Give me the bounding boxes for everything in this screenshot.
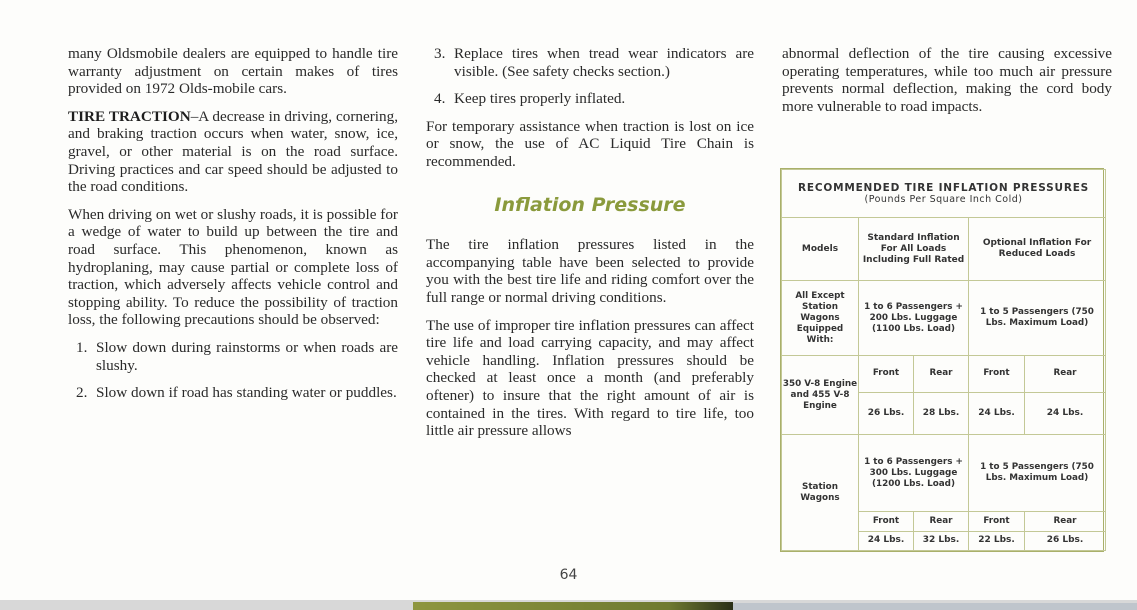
label-front: Front — [969, 356, 1025, 392]
label-rear: Rear — [1025, 356, 1106, 392]
label-front: Front — [859, 356, 914, 392]
paragraph-deflection: abnormal deflection of the tire causing excessive operating temperatures, while too much air pressure prevents normal deflection, making the cord body more vulnerable to road impacts. — [782, 45, 1112, 115]
paragraph-liquid-tire-chain: For temporary assistance when traction is lost on ice or snow, the use of AC Liquid Tire Chain is recommended. — [426, 117, 754, 170]
page-edge-accent — [413, 602, 733, 610]
value-opt-front: 24 Lbs. — [969, 392, 1025, 435]
label-rear: Rear — [1025, 512, 1106, 531]
list-text: Slow down if road has standing water or puddles. — [96, 384, 397, 402]
label-rear: Rear — [914, 512, 969, 531]
value-std-rear: 32 Lbs. — [914, 531, 969, 550]
list-number: 4. — [434, 90, 446, 108]
header-models: Models — [782, 218, 859, 281]
paragraph-dealers: many Oldsmobile dealers are equipped to handle tire warranty adjustment on certain makes of tires provided on 1972 Olds-mobile cars. — [68, 45, 398, 98]
value-opt-front: 22 Lbs. — [969, 531, 1025, 550]
table-subtitle: (Pounds Per Square Inch Cold) — [864, 193, 1023, 205]
list-text: Slow down during rainstorms or when roads are slushy. — [96, 338, 398, 374]
paragraph-inflation-intro: The tire inflation pressures listed in the accompanying table have been selected to provide you with the best tire life and riding comfort over the full range or normal driving conditions. — [426, 236, 754, 306]
optional-load-2: 1 to 5 Passengers (750 Lbs. Maximum Load) — [969, 435, 1106, 512]
label-rear: Rear — [914, 356, 969, 392]
paragraph-tire-traction — [68, 108, 398, 196]
model-engines: 350 V-8 Engine and 455 V-8 Engine — [782, 356, 859, 435]
list-item — [68, 339, 398, 374]
section-heading: Inflation Pressure — [494, 193, 686, 216]
list-number: 2. — [76, 384, 88, 402]
value-std-front: 24 Lbs. — [859, 531, 914, 550]
list-number: 1. — [76, 338, 88, 356]
table-title: RECOMMENDED TIRE INFLATION PRESSURES — [797, 181, 1090, 194]
tire-traction-text: –A decrease in driving, cornering, and braking traction occurs when water, snow, ice, gravel, or other material is on the road surface. Driving practices and car speed should be adjusted to the road conditions. — [68, 107, 398, 196]
standard-load-2: 1 to 6 Passengers + 300 Lbs. Luggage (1200 Lbs. Load) — [859, 435, 969, 512]
list-text: Keep tires properly inflated. — [454, 90, 626, 108]
list-item — [68, 384, 398, 402]
label-front: Front — [969, 512, 1025, 531]
page-number: 64 — [559, 567, 578, 583]
paragraph-improper-pressure: The use of improper tire inflation pressures can affect tire life and load carrying capacity, and may affect vehicle handling. Inflation pressures should be checked at least once a month (and preferably oftener) to insure that the right amount of air is contained in the tires. With regard to tire life, too little air pressure allows — [426, 316, 754, 440]
optional-load-1: 1 to 5 Passengers (750 Lbs. Maximum Load) — [969, 281, 1106, 356]
standard-load-1: 1 to 6 Passengers + 200 Lbs. Luggage (1100 Lbs. Load) — [859, 281, 969, 356]
header-standard: Standard Inflation For All Loads Including Full Rated — [859, 218, 969, 281]
table-title-cell — [782, 170, 1106, 218]
list-text: Replace tires when tread wear indicators are visible. (See safety checks section.) — [454, 45, 754, 80]
model-all-except: All Except Station Wagons Equipped With: — [782, 281, 859, 356]
paragraph-hydroplaning: When driving on wet or slushy roads, it is possible for a wedge of water to build up between the tire and road surface. This phenomenon, known as hydroplaning, may cause partial or complete loss of traction, which adversely affects vehicle control and stopping ability. To reduce the possibility of traction loss, the following precautions should be observed: — [68, 205, 398, 329]
list-number: 3. — [434, 45, 446, 62]
column-middle — [426, 45, 754, 450]
header-optional: Optional Inflation For Reduced Loads — [969, 218, 1106, 281]
column-left — [68, 45, 398, 412]
list-item — [426, 90, 754, 108]
tire-traction-lead: TIRE TRACTION — [68, 107, 191, 125]
label-front: Front — [859, 512, 914, 531]
inflation-pressure-table — [780, 168, 1104, 552]
list-item — [426, 45, 754, 80]
value-std-rear: 28 Lbs. — [914, 392, 969, 435]
value-opt-rear: 24 Lbs. — [1025, 392, 1106, 435]
page-edge-right — [733, 603, 1137, 610]
column-right — [782, 45, 1112, 125]
model-station-wagons: Station Wagons — [782, 435, 859, 551]
value-opt-rear: 26 Lbs. — [1025, 531, 1106, 550]
value-std-front: 26 Lbs. — [859, 392, 914, 435]
